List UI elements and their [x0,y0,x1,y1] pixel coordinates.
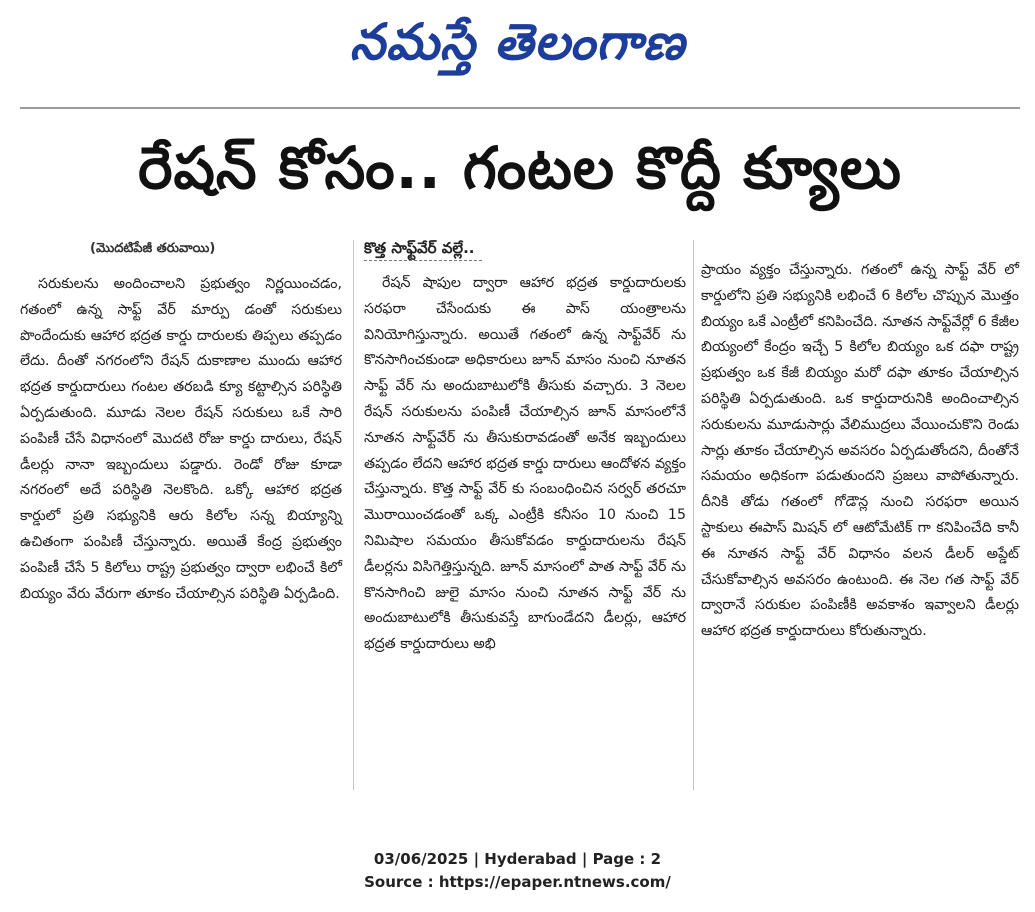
footer-source: Source : https://epaper.ntnews.com/ [364,873,671,891]
column-subhead: కొత్త సాఫ్ట్‌వేర్ వల్లే.. [364,236,482,261]
paragraph: రేషన్ షాపుల ద్వారా ఆహార భద్రత కార్డుదారులకు సరఫరా చేసేందుకు ఈ పాస్ యంత్రాలను వినియోగిస్తున్నారు. అయితే గతంలో ఉన్న సాఫ్ట్‌వేర్ ను కొనసాగించకుండా అధికారులు జూన్ మాసం నుంచి నూతన సాఫ్ట్ వేర్ ను అందుబాటులోకి తీసుకు వచ్చారు. 3 నెలల రేషన్ సరుకులను పంపిణీ చేయాల్సిన జూన్ మాసంలోనే నూతన సాఫ్ట్‌వేర్ ను తీసుకురావడంతో అనేక ఇబ్బందులు తప్పడం లేదని ఆహార భద్రత కార్డు దారులు ఆందోళన వ్యక్తం చేస్తున్నారు. కొత్త సాఫ్ట్ వేర్ కు సంబంధించిన సర్వర్ తరచూ మొరాయించడంతో ఒక్క ఎంట్రీకి కనీసం 10 నుంచి 15 నిమిషాల సమయం తీసుకోవడం కార్డుదారులను రేషన్ డీలర్లను విసిగెత్తిస్తున్నది. జూన్ మాసంలో పాత సాఫ్ట్ వేర్ ను కొనసాగించి జులై మాసం నుంచి నూతన సాఫ్ట్ వేర్ ను అందుబాటులోకి తీసుకువస్తే బాగుండేదని డీలర్లు, ఆహార భద్రత కార్డుదారులు అభి [364,275,686,653]
header-divider [20,107,1020,109]
paragraph: ప్రాయం వ్యక్తం చేస్తున్నారు. గతంలో ఉన్న సాఫ్ట్ వేర్ లో కార్డులోని ప్రతి సభ్యునికి లభించే 6 కిలోల చొప్పున మొత్తం బియ్యం ఒకే ఎంట్రీలో కనిపించేది. నూతన సాఫ్ట్‌వేర్లో 6 కేజీల బియ్యంలో కేంద్రం ఇచ్చే 5 కిలోల బియ్యం ఒక దఫా రాష్ట్ర ప్రభుత్వం ఒక కేజీ బియ్యం మరో దఫా తూకం చేయాల్సిన పరిస్థితి ఏర్పడుతుంది. ఒక కార్డుదారునికి అందించాల్సిన సరుకులను మూడుసార్లు వేలిముద్రలు వేయించుకొని రెండు సార్లు తూకం చేయాల్సిన అవసరం ఏర్పడుతోందని, దీంతోనే సమయం అధికంగా పడుతుందని ప్రజలు వాపోతున్నారు. దీనికి తోడు గతంలో గోడౌన్ల నుంచి సరఫరా అయిన స్టాకులు ఈపాస్ మిషన్ లో ఆటోమేటిక్ గా కనిపించేది కానీ ఈ నూతన సాఫ్ట్ వేర్ విధానం వలన డీలర్ అప్డేట్ చేసుకోవాల్సిన అవసరం ఉంటుంది. ఈ నెల గత సాఫ్ట్ వేర్ ద్వారానే సరుకుల పంపిణీకి అవకాశం ఇవ్వాలని డీలర్లు ఆహార భద్రత కార్డుదారులు కోరుతున్నారు. [701,262,1019,640]
continuation-note: (మొదటిపేజీ తరువాయి) [90,241,216,256]
paragraph: సరుకులను అందించాలని ప్రభుత్వం నిర్ణయించడం, గతంలో ఉన్న సాఫ్ట్ వేర్ మార్పు డంతో సరుకులు పొందేందుకు ఆహార భద్రత కార్డు దారులకు తిప్పలు తప్పడం లేదు. దీంతో నగరంలోని రేషన్ దుకాణాల ముందు ఆహార భద్రత కార్డుదారులు గంటల తరబడి క్యూ కట్టాల్సిన పరిస్థితి ఏర్పడుతుంది. మూడు నెలల రేషన్ సరుకులు ఒకే సారి పంపిణీ చేసే విధానంలో మొదటి రోజు కార్డు దారులు, రేషన్ డీలర్లు నానా ఇబ్బందులు పడ్డారు. రెండో రోజు కూడా నగరంలో అదే పరిస్థితి నెలకొంది. ఒక్కో ఆహార భద్రత కార్డులో ప్రతి సభ్యునికి ఆరు కిలోల సన్న బియ్యాన్ని ఉచితంగా పంపిణీ చేస్తున్నారు. అయితే కేంద్ర ప్రభుత్వం పంపిణీ చేసే 5 కిలోలు రాష్ట్ర ప్రభుత్వం ద్వారా లభించే కిలో బియ్యం వేరు వేరుగా తూకం చేయాల్సిన పరిస్థితి ఏర్పడింది. [20,276,342,602]
footer-dateline: 03/06/2025 | Hyderabad | Page : 2 [373,850,662,868]
article-column-2 [364,236,686,658]
article-column-3 [701,258,1019,645]
article-headline: రేషన్ కోసం.. గంటల కొద్దీ క్యూలు [138,134,902,202]
column-divider [693,240,694,790]
article-column-1 [20,236,342,607]
column-divider [353,240,354,790]
newspaper-logo: నమస్తే తెలంగాణ [349,13,686,71]
masthead [0,6,1035,78]
